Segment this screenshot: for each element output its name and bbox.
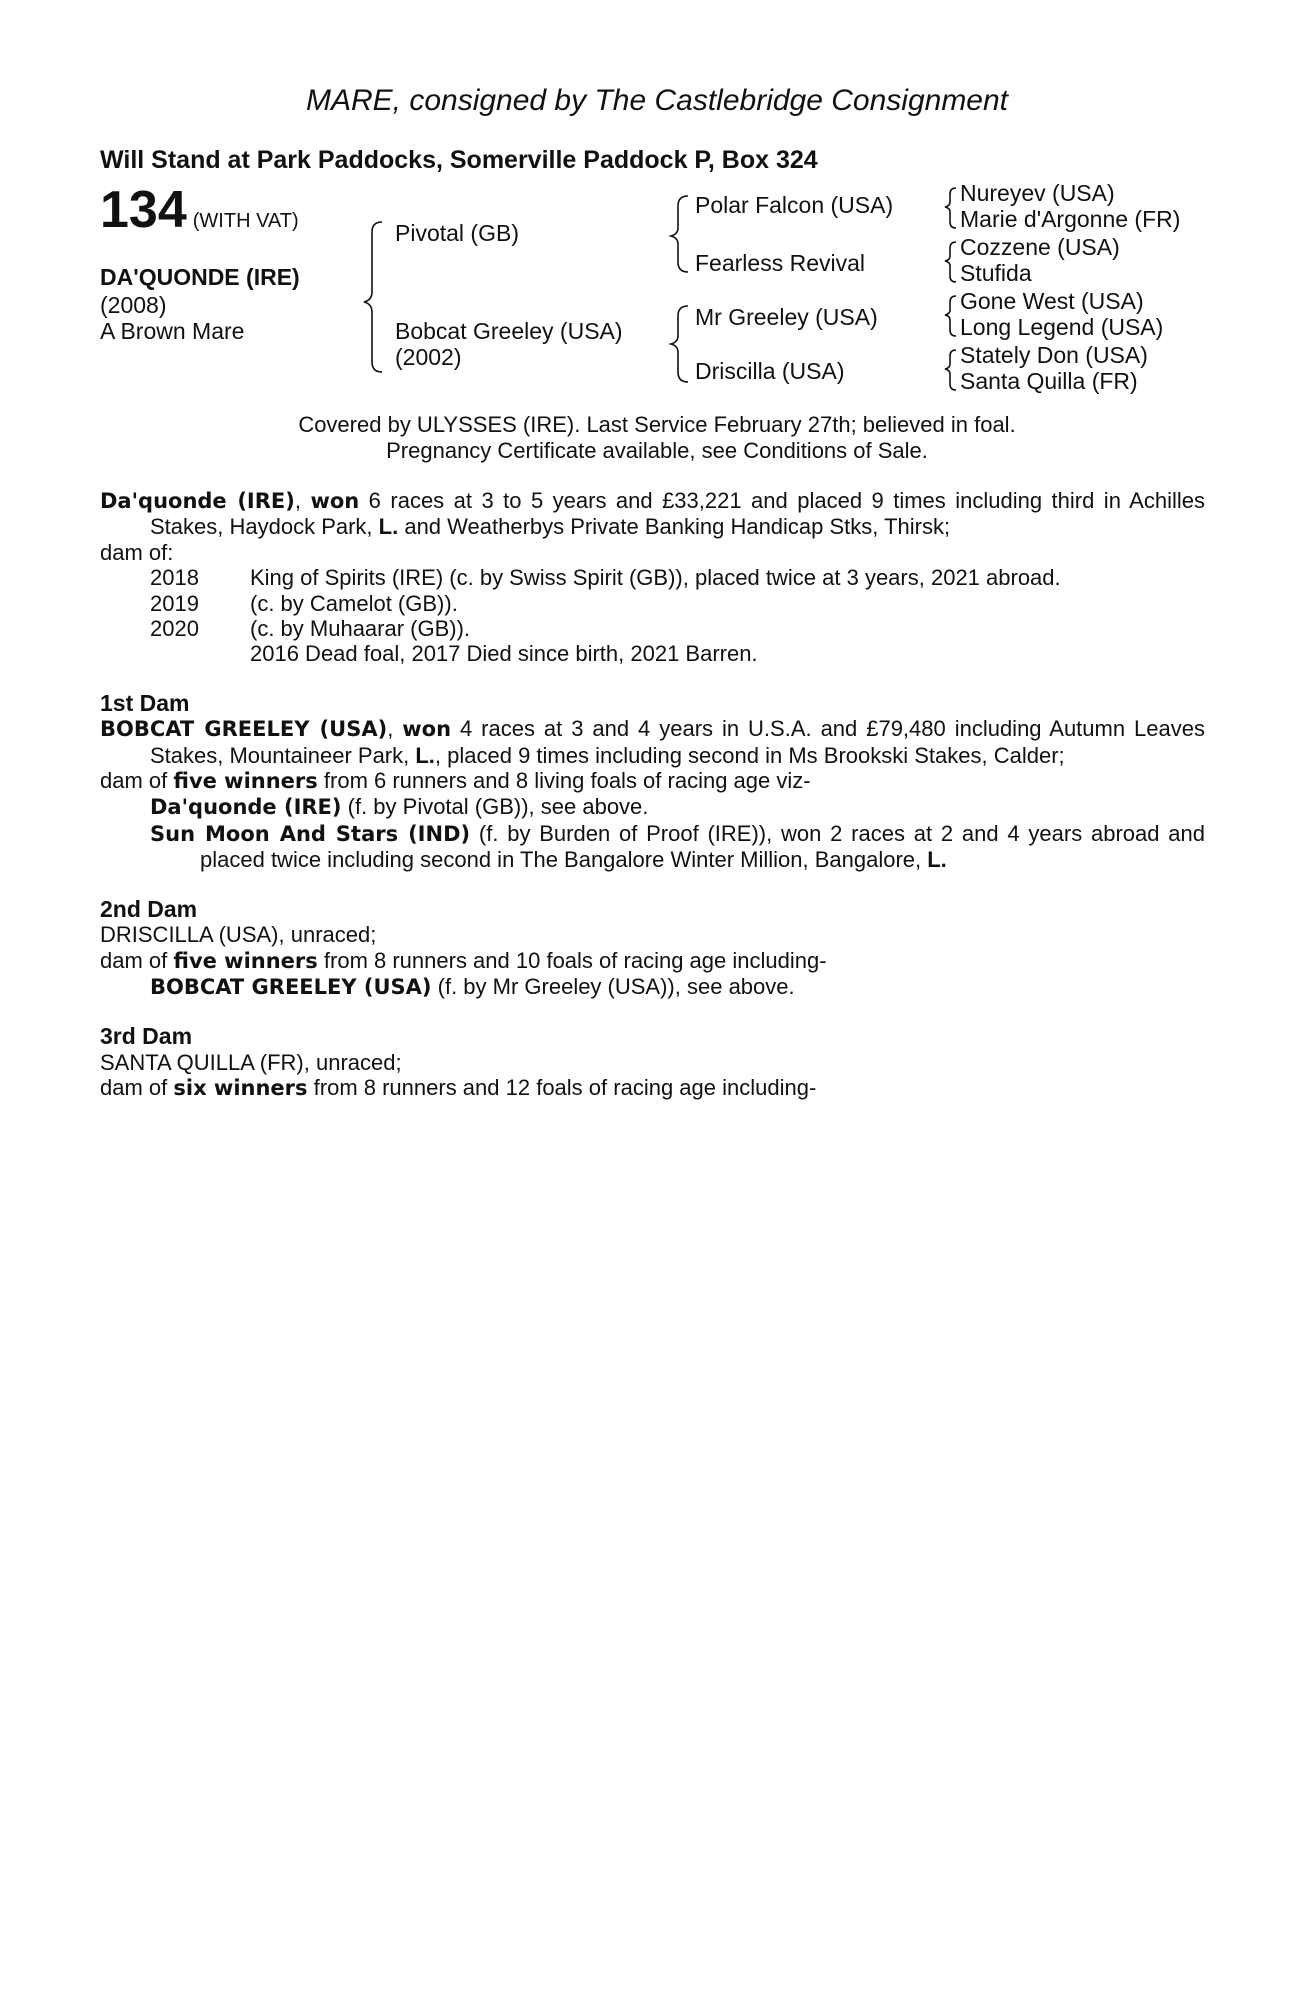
second-dam-title: 2nd Dam bbox=[100, 895, 198, 922]
pedigree-dam-dam: Driscilla (USA) bbox=[695, 358, 845, 384]
first-dam-progeny: Da'quonde (IRE) (f. by Pivotal (GB)), see above. bbox=[150, 794, 649, 820]
third-dam-title: 3rd Dam bbox=[100, 1023, 193, 1050]
foal-row: 2019 (c. by Camelot (GB)). bbox=[150, 590, 458, 616]
first-dam-record: BOBCAT GREELEY (USA), won 4 races at 3 and 4 years in U.S.A. and £79,480 including Autumn Leaves Stakes, Mountaineer Park, L., placed 9 times including second in Ms Brookski Stakes, Calder; bbox=[100, 716, 1205, 768]
horse-year: (2008) bbox=[100, 292, 167, 318]
pedigree-dds: Stately Don (USA) bbox=[960, 342, 1148, 368]
pedigree-sss: Nureyev (USA) bbox=[960, 180, 1115, 206]
stand-location: Will Stand at Park Paddocks, Somerville Paddock P, Box 324 bbox=[100, 146, 818, 174]
dam-of-label: dam of: bbox=[100, 539, 174, 565]
foal-row: 2016 Dead foal, 2017 Died since birth, 2021 Barren. bbox=[250, 641, 758, 667]
pedigree-sire-dam: Fearless Revival bbox=[695, 250, 865, 276]
won-label: won bbox=[310, 489, 360, 513]
pedigree-ssd: Marie d'Argonne (FR) bbox=[960, 206, 1181, 232]
page-heading: MARE, consigned by The Castlebridge Consignment bbox=[305, 84, 1009, 117]
horse-description: A Brown Mare bbox=[100, 318, 245, 344]
pedigree-dsd: Long Legend (USA) bbox=[960, 314, 1164, 340]
second-dam-summary: dam of five winners from 8 runners and 10 foals of racing age including- bbox=[100, 947, 827, 973]
first-dam-title: 1st Dam bbox=[100, 689, 190, 716]
foal-row: 2018 King of Spirits (IRE) (c. by Swiss Spirit (GB)), placed twice at 3 years, 2021 abroad. bbox=[150, 565, 1061, 591]
foal-row: 2020 (c. by Muhaarar (GB)). bbox=[150, 616, 471, 642]
pedigree-dss: Gone West (USA) bbox=[960, 288, 1144, 314]
produce-name: Da'quonde (IRE) bbox=[100, 489, 295, 513]
pedigree-dam-sire: Mr Greeley (USA) bbox=[695, 304, 878, 330]
produce-paragraph: Da'quonde (IRE), won 6 races at 3 to 5 years and £33,221 and placed 9 times including third in Achilles Stakes, Haydock Park, L. and Weatherbys Private Banking Handicap Stks, Thirsk; bbox=[100, 488, 1205, 540]
horse-name: DA'QUONDE (IRE) bbox=[100, 264, 300, 290]
second-dam-progeny: BOBCAT GREELEY (USA) (f. by Mr Greeley (USA)), see above. bbox=[150, 973, 795, 999]
pedigree-sds: Cozzene (USA) bbox=[960, 234, 1120, 260]
pedigree-dam: Bobcat Greeley (USA) bbox=[395, 318, 623, 344]
pedigree-sire: Pivotal (GB) bbox=[395, 220, 519, 246]
pedigree-sdd: Stufida bbox=[960, 260, 1032, 286]
pedigree-dam-year: (2002) bbox=[395, 344, 462, 370]
covered-line: Covered by ULYSSES (IRE). Last Service February 27th; believed in foal. bbox=[298, 412, 1016, 437]
pregnancy-line: Pregnancy Certificate available, see Conditions of Sale. bbox=[386, 438, 928, 463]
produce-record bbox=[100, 488, 1205, 1102]
first-dam-summary: dam of five winners from 6 runners and 8 living foals of racing age viz- bbox=[100, 768, 811, 794]
first-dam-progeny: Sun Moon And Stars (IND) (f. by Burden of Proof (IRE)), won 2 races at 2 and 4 years abroad and placed twice including second in The Bangalore Winter Million, Bangalore, L. bbox=[150, 820, 1205, 873]
pedigree-sire-sire: Polar Falcon (USA) bbox=[695, 192, 894, 218]
lot-number: 134 (WITH VAT) bbox=[100, 181, 299, 239]
pedigree-ddd: Santa Quilla (FR) bbox=[960, 368, 1138, 394]
third-dam-summary: dam of six winners from 8 runners and 12 foals of racing age including- bbox=[100, 1075, 817, 1101]
vat-note: (WITH VAT) bbox=[192, 210, 299, 232]
second-dam-line: DRISCILLA (USA), unraced; bbox=[100, 922, 377, 948]
third-dam-line: SANTA QUILLA (FR), unraced; bbox=[100, 1049, 402, 1075]
